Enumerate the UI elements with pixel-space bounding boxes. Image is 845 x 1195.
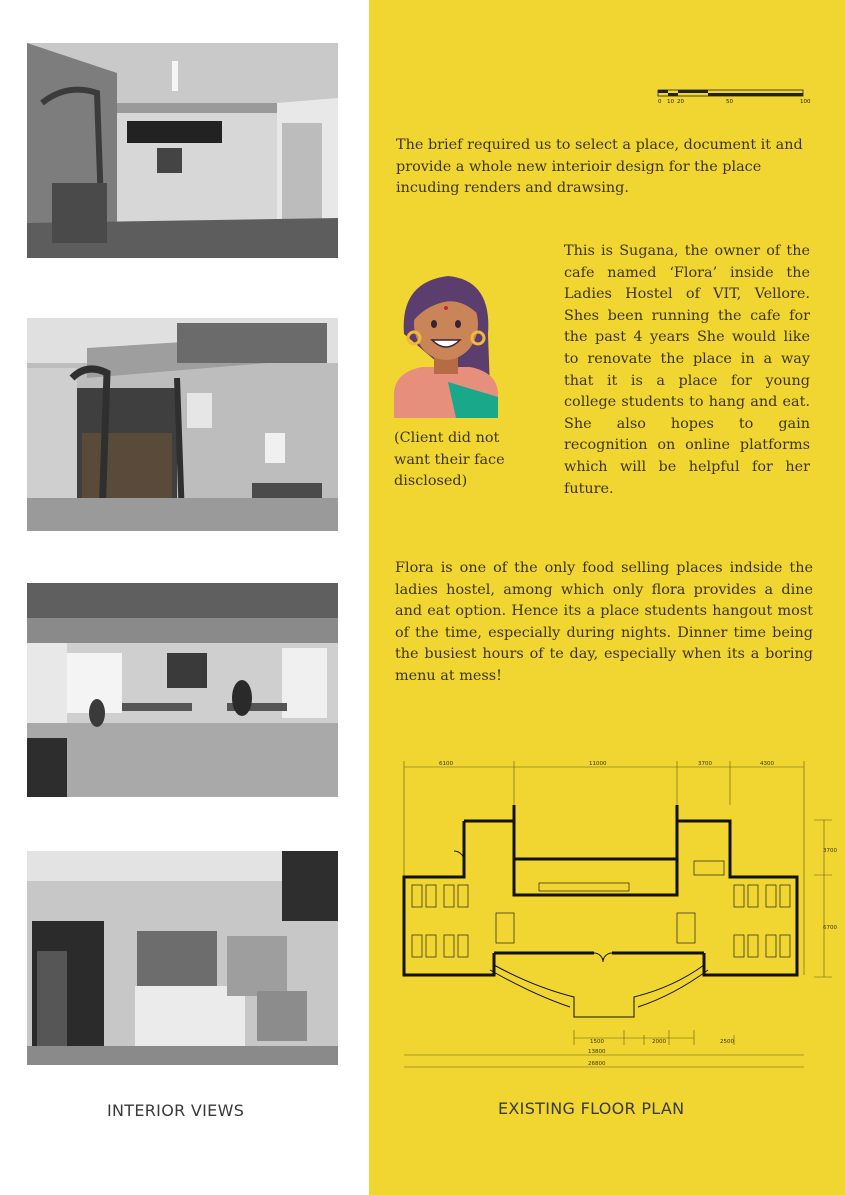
scale-label: 100 <box>800 99 811 105</box>
plan-dimension: 11000 <box>589 761 607 767</box>
interior-photo-entrance <box>27 43 338 258</box>
plan-dimension: 2500 <box>720 1039 734 1045</box>
plan-dimension: 4300 <box>760 761 774 767</box>
plan-dimension: 2000 <box>652 1039 666 1045</box>
interior-views-panel <box>0 0 369 1195</box>
plan-dimension: 6700 <box>823 925 837 931</box>
floor-plan-caption: EXISTING FLOOR PLAN <box>498 1099 685 1118</box>
plan-dimension: 26800 <box>588 1061 606 1067</box>
existing-floor-plan <box>394 755 842 1075</box>
context-paragraph: Flora is one of the only food selling places indside the ladies hostel, among which only flora provides a dine and eat option. Hence its a place students hangout most of the time, especially during nights. Dinner time being the busiest hours of te day, especially when its a boring menu at mess! <box>395 560 813 684</box>
avatar-note: (Client did not want their face disclosed) <box>394 430 505 490</box>
plan-dimension: 6100 <box>439 761 453 767</box>
plan-dimension: 13800 <box>588 1049 606 1055</box>
scale-label: 50 <box>726 99 733 105</box>
interior-photo-counter <box>27 318 338 531</box>
scale-label: 20 <box>677 99 684 105</box>
client-paragraph: This is Sugana, the owner of the cafe named ‘Flora’ inside the Ladies Hostel of VIT, Vellore. Shes been running the cafe for the past 4 years She would like to renovate the place in a way that it is a place for young college students to hang and eat. She also hopes to gain recognition on online platforms which will be helpful for her future. <box>564 243 810 497</box>
plan-dimension: 3700 <box>698 761 712 767</box>
plan-dimension: 1500 <box>590 1039 604 1045</box>
scale-label: 10 <box>667 99 674 105</box>
brief-paragraph: The brief required us to select a place, document it and provide a whole new interioir design for the place incuding renders and drawsing. <box>396 137 803 197</box>
interior-views-caption: INTERIOR VIEWS <box>107 1101 245 1120</box>
plan-dimension: 3700 <box>823 848 837 854</box>
interior-photo-fridge <box>27 851 338 1065</box>
client-avatar <box>392 272 500 418</box>
scale-label: 0 <box>658 99 662 105</box>
interior-photo-seating <box>27 583 338 797</box>
scale-bar <box>658 89 811 105</box>
